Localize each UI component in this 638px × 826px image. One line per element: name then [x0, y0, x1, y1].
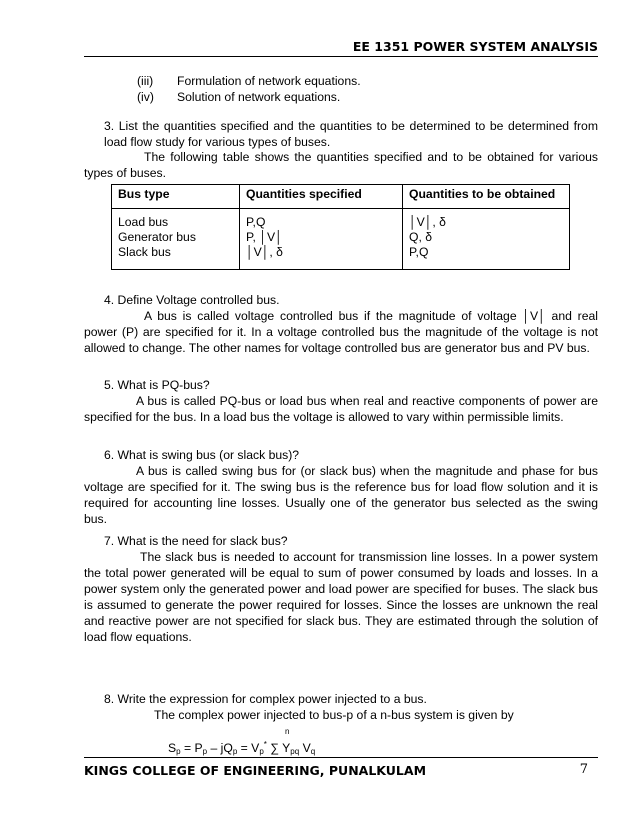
answer-4: A bus is called voltage controlled bus if the magnitude of voltage │V│ and real power (P) are specified for it. In a voltage controlled bus the magnitude of the voltage is not allowed to change. The other names for voltage controlled bus are generator bus and PV bus.	[84, 309, 598, 355]
header-rule	[84, 56, 598, 57]
list-item-number: (iii)	[137, 74, 154, 88]
obtained-value: Q, δ	[409, 230, 433, 244]
bus-type: Generator bus	[118, 230, 196, 244]
specified-value: P, │V│	[246, 230, 283, 244]
table-row	[112, 209, 570, 270]
eq-symbol: Y	[282, 741, 291, 756]
table-cell	[403, 209, 570, 270]
eq-symbol: = V	[237, 741, 260, 756]
table-header: Quantities specified	[240, 185, 403, 209]
bus-type: Slack bus	[118, 245, 171, 259]
eq-symbol: V	[299, 741, 311, 756]
question-8: 8. Write the expression for complex power injected to a bus.	[104, 692, 427, 706]
eq-conjugate: *	[263, 740, 267, 749]
answer-7: The slack bus is needed to account for transmission line losses. In a power system the total power generated will be equal to sum of power consumed by loads and losses. In a power system only the generated power and load power are specified for buses. The slack bus is assumed to generate the power required for losses. Since the losses are unknown the real and reactive power are not specified for slack bus. They are estimated through the solution of load flow equations.	[84, 550, 598, 644]
question-6: 6. What is swing bus (or slack bus)?	[104, 448, 300, 462]
summation-symbol: ∑	[266, 741, 283, 756]
bus-quantities-table	[111, 184, 570, 270]
table-header: Bus type	[112, 185, 240, 209]
table-cell	[240, 209, 403, 270]
eq-subscript: p	[259, 747, 264, 757]
footer-rule	[84, 757, 598, 758]
eq-subscript: q	[310, 747, 316, 757]
eq-subscript: pq	[290, 747, 300, 757]
answer-3: The following table shows the quantities specified and to be obtained for various types of buses.	[84, 150, 598, 180]
summation-upper-limit: n	[285, 727, 290, 736]
footer-college: KINGS COLLEGE OF ENGINEERING, PUNALKULAM	[84, 763, 427, 778]
bus-type: Load bus	[118, 215, 169, 229]
list-item-number: (iv)	[137, 90, 154, 104]
question-7: 7. What is the need for slack bus?	[104, 534, 288, 548]
answer-5: A bus is called PQ-bus or load bus when real and reactive components of power are specified for the bus. In a load bus the voltage is allowed to vary within permissible limits.	[84, 394, 598, 424]
obtained-value: P,Q	[409, 245, 429, 259]
table-header-row	[112, 185, 570, 209]
specified-value: P,Q	[246, 215, 266, 229]
list-item-text: Formulation of network equations.	[177, 74, 361, 88]
eq-symbol: S	[168, 741, 177, 756]
list-item-text: Solution of network equations.	[177, 90, 341, 104]
specified-value: │V│, δ	[246, 245, 283, 259]
obtained-value: │V│, δ	[409, 215, 446, 229]
answer-6: A bus is called swing bus for (or slack bus) when the magnitude and phase for bus voltage are specified for it. The swing bus is the reference bus for load flow solution and it is required for accounting line losses. Usually one of the generator bus selected as the swing bus.	[84, 464, 598, 526]
page-number: 7	[579, 762, 588, 777]
question-3: 3. List the quantities specified and the quantities to be determined to be determined from load flow study for various types of buses.	[104, 119, 598, 149]
answer-8: The complex power injected to bus-p of a n-bus system is given by	[154, 708, 514, 722]
question-4: 4. Define Voltage controlled bus.	[104, 293, 280, 307]
question-5: 5. What is PQ-bus?	[104, 378, 210, 392]
eq-symbol: – jQ	[207, 741, 233, 756]
eq-subscript: p	[232, 747, 238, 757]
eq-subscript: p	[176, 747, 181, 757]
eq-symbol: = P	[180, 741, 203, 756]
header-title: EE 1351 POWER SYSTEM ANALYSIS	[352, 39, 598, 54]
eq-subscript: p	[202, 747, 208, 757]
table-cell	[112, 209, 240, 270]
table-header: Quantities to be obtained	[403, 185, 570, 209]
